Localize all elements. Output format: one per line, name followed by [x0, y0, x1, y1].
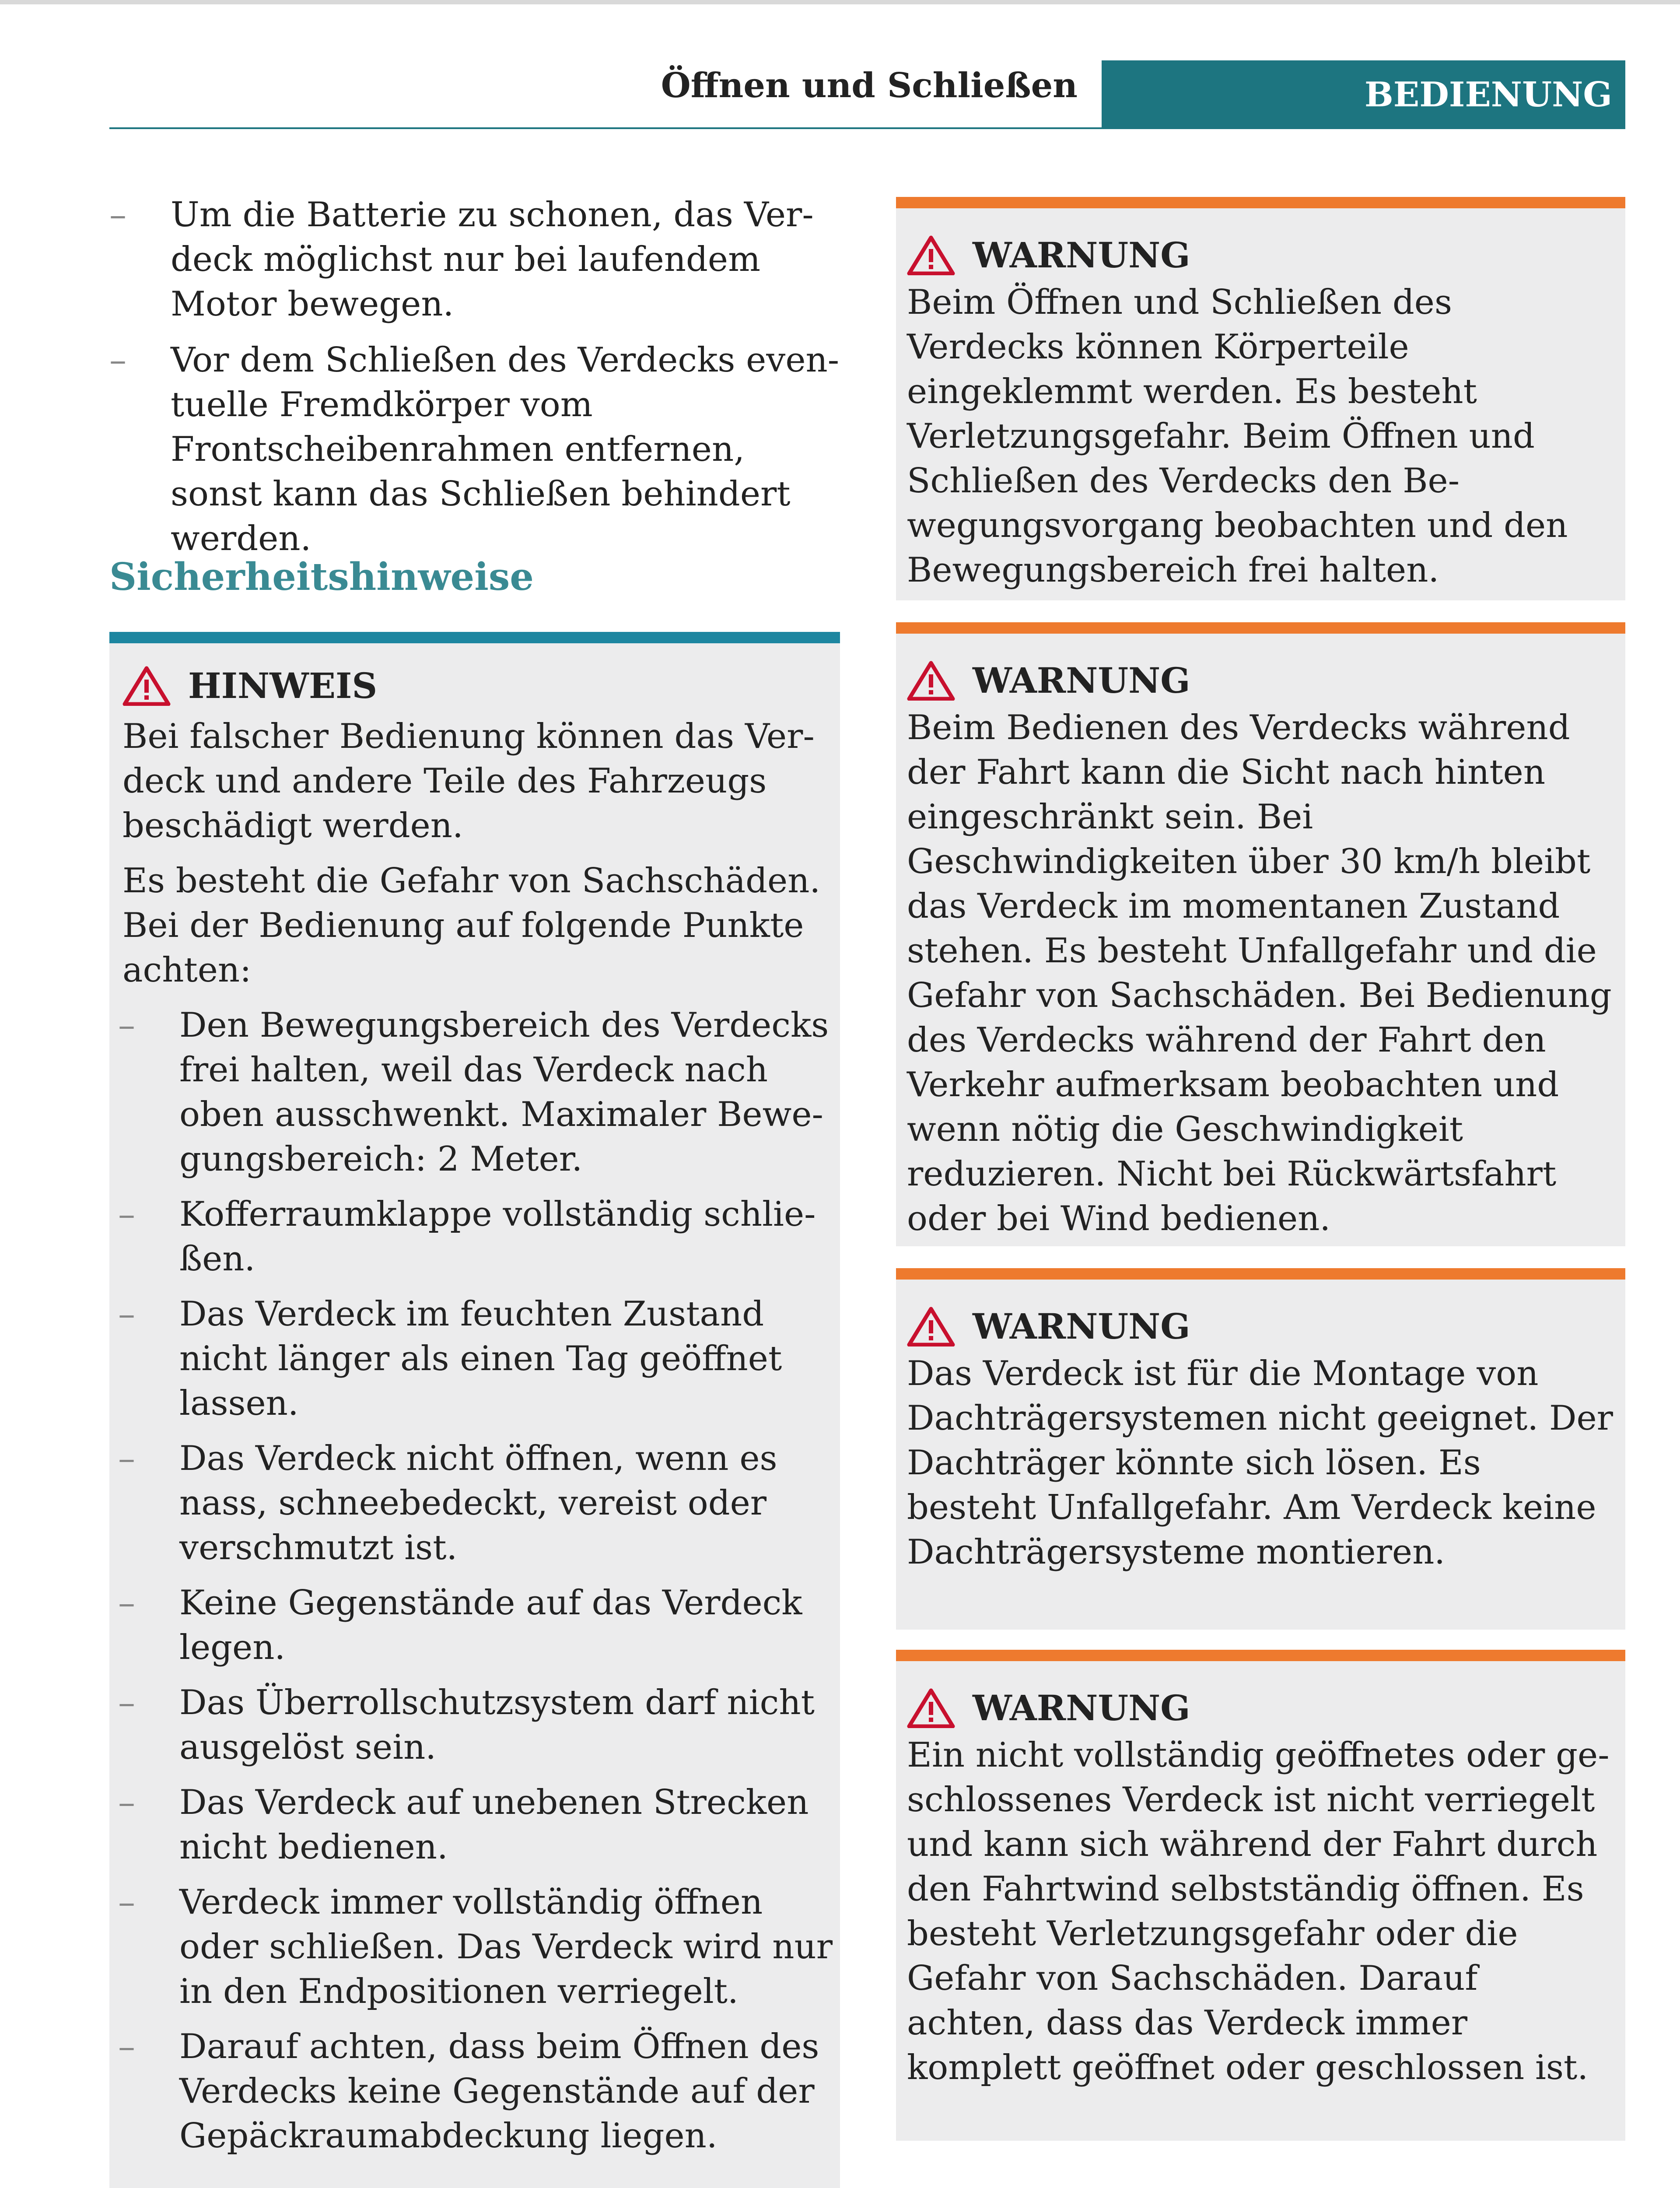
- warning-bar: [896, 1650, 1625, 1661]
- header-title: Öffnen und Schließen: [661, 66, 1078, 105]
- warning-heading: [907, 660, 1625, 701]
- warning-triangle-icon: [907, 1306, 955, 1346]
- list-item: – Keine Gegenstände auf das Verdeck legen.: [109, 1581, 840, 1670]
- dash-marker: –: [118, 1294, 135, 1334]
- warning-heading: [907, 1687, 1625, 1729]
- warning-box-2: [896, 622, 1625, 1246]
- hinweis-para: Bei falscher Bedienung können das Verdeck und andere Teile des Fahrzeugs beschädigt werden.: [122, 717, 815, 845]
- hinweis-body: [122, 714, 827, 992]
- warning-heading: [907, 1306, 1625, 1347]
- list-item: – Das Verdeck im feuchten Zustand nicht länger als einen Tag geöffnet lassen.: [109, 1292, 840, 1426]
- warning-box-3: [896, 1268, 1625, 1630]
- warning-text: Ein nicht vollständig geöffnetes oder geschlossenes Verdeck ist nicht verriegelt und kann sich während der Fahrt durch den Fahrtwind selbstständig öffnen. Es besteht Verletzungsgefahr oder die Gefahr von Sachschäden. Darauf achten, dass das Verdeck immer komplett geöffnet oder geschlossen ist.: [907, 1736, 1610, 2087]
- dash-marker: –: [118, 1783, 135, 1822]
- list-item: – Das Verdeck auf unebenen Strecken nicht bedienen.: [109, 1780, 840, 1869]
- warning-bar: [896, 197, 1625, 208]
- header-section-label: BEDIENUNG: [1364, 75, 1612, 115]
- dash-marker: –: [118, 1439, 135, 1478]
- dash-marker: –: [118, 1006, 135, 1045]
- warning-text: Beim Öffnen und Schließen des Verdecks können Körperteile eingeklemmt werden. Es besteht Verletzungsgefahr. Beim Öffnen und Schließen des Verdecks den Bewegungsvorgang beobachten und den Bewegungsbereich frei halten.: [907, 283, 1568, 590]
- dash-marker: –: [118, 1683, 135, 1722]
- top-edge-line: [0, 0, 1680, 4]
- list-item: – Darauf achten, dass beim Öffnen des Verdecks keine Gegenstände auf der Gepäckraumabdeckung liegen.: [109, 2024, 840, 2158]
- warning-heading: [907, 235, 1625, 276]
- list-item: – Um die Batterie zu schonen, das Verdeck möglichst nur bei laufendem Motor bewegen.: [109, 193, 840, 326]
- warning-bar: [896, 1268, 1625, 1280]
- warning-heading-label: WARNUNG: [973, 1306, 1190, 1347]
- warning-triangle-icon: [907, 235, 955, 275]
- hinweis-para: Es besteht die Gefahr von Sachschäden. Bei der Bedienung auf folgende Punkte achten:: [122, 861, 821, 990]
- hinweis-heading-label: HINWEIS: [188, 665, 378, 706]
- warning-text: Beim Bedienen des Verdecks während der Fahrt kann die Sicht nach hinten eingeschränkt sein. Bei Geschwindigkeiten über 30 km/h bleibt das Verdeck im momentanen Zustand stehen. Es besteht Unfallgefahr und die Gefahr von Sachschäden. Bei Bedienung des Verdecks während der Fahrt den Verkehr aufmerksam beobachten und wenn nötig die Geschwindigkeit reduzieren. Nicht bei Rückwärtsfahrt oder bei Wind bedienen.: [907, 708, 1612, 1238]
- hinweis-box: [109, 632, 840, 2188]
- hinweis-list: [109, 1003, 840, 2158]
- warning-bar: [896, 622, 1625, 634]
- dash-marker: –: [118, 2027, 135, 2066]
- warning-triangle-icon: [907, 660, 955, 701]
- warning-text: Das Verdeck ist für die Montage von Dachträgersystemen nicht geeignet. Der Dachträger könnte sich lösen. Es besteht Unfallgefahr. Am Verdeck keine Dachträgersysteme montieren.: [907, 1354, 1613, 1572]
- list-item: – Verdeck immer vollständig öffnen oder schließen. Das Verdeck wird nur in den Endpositionen verriegelt.: [109, 1880, 840, 2014]
- warning-heading-label: WARNUNG: [973, 1687, 1190, 1729]
- warning-heading-label: WARNUNG: [973, 660, 1190, 701]
- dash-marker: –: [118, 1583, 135, 1623]
- intro-bullets: [109, 193, 840, 572]
- header-rule: [109, 127, 1625, 129]
- list-item: – Das Verdeck nicht öffnen, wenn es nass, schneebedeckt, vereist oder verschmutzt ist.: [109, 1436, 840, 1570]
- section-title: Sicherheitshinweise: [109, 555, 534, 599]
- warning-triangle-icon: [122, 666, 171, 706]
- header-section-tab: [1102, 60, 1625, 129]
- warning-heading-label: WARNUNG: [973, 235, 1190, 276]
- warning-box-1: [896, 197, 1625, 600]
- list-item: – Vor dem Schließen des Verdecks eventuelle Fremdkörper vom Frontscheibenrahmen entfernen, sonst kann das Schließen behindert werden.: [109, 338, 840, 561]
- list-item: – Das Überrollschutzsystem darf nicht ausgelöst sein.: [109, 1680, 840, 1770]
- warning-triangle-icon: [907, 1688, 955, 1728]
- list-item: – Kofferraumklappe vollständig schließen.: [109, 1192, 840, 1281]
- warning-box-4: [896, 1650, 1625, 2141]
- hinweis-bar: [109, 632, 840, 643]
- dash-marker: –: [109, 340, 126, 380]
- dash-marker: –: [118, 1883, 135, 1922]
- dash-marker: –: [109, 195, 126, 235]
- hinweis-heading: [122, 665, 840, 706]
- dash-marker: –: [118, 1195, 135, 1234]
- list-item: – Den Bewegungsbereich des Verdecks frei halten, weil das Verdeck nach oben ausschwenkt. Maximaler Bewegungsbereich: 2 Meter.: [109, 1003, 840, 1182]
